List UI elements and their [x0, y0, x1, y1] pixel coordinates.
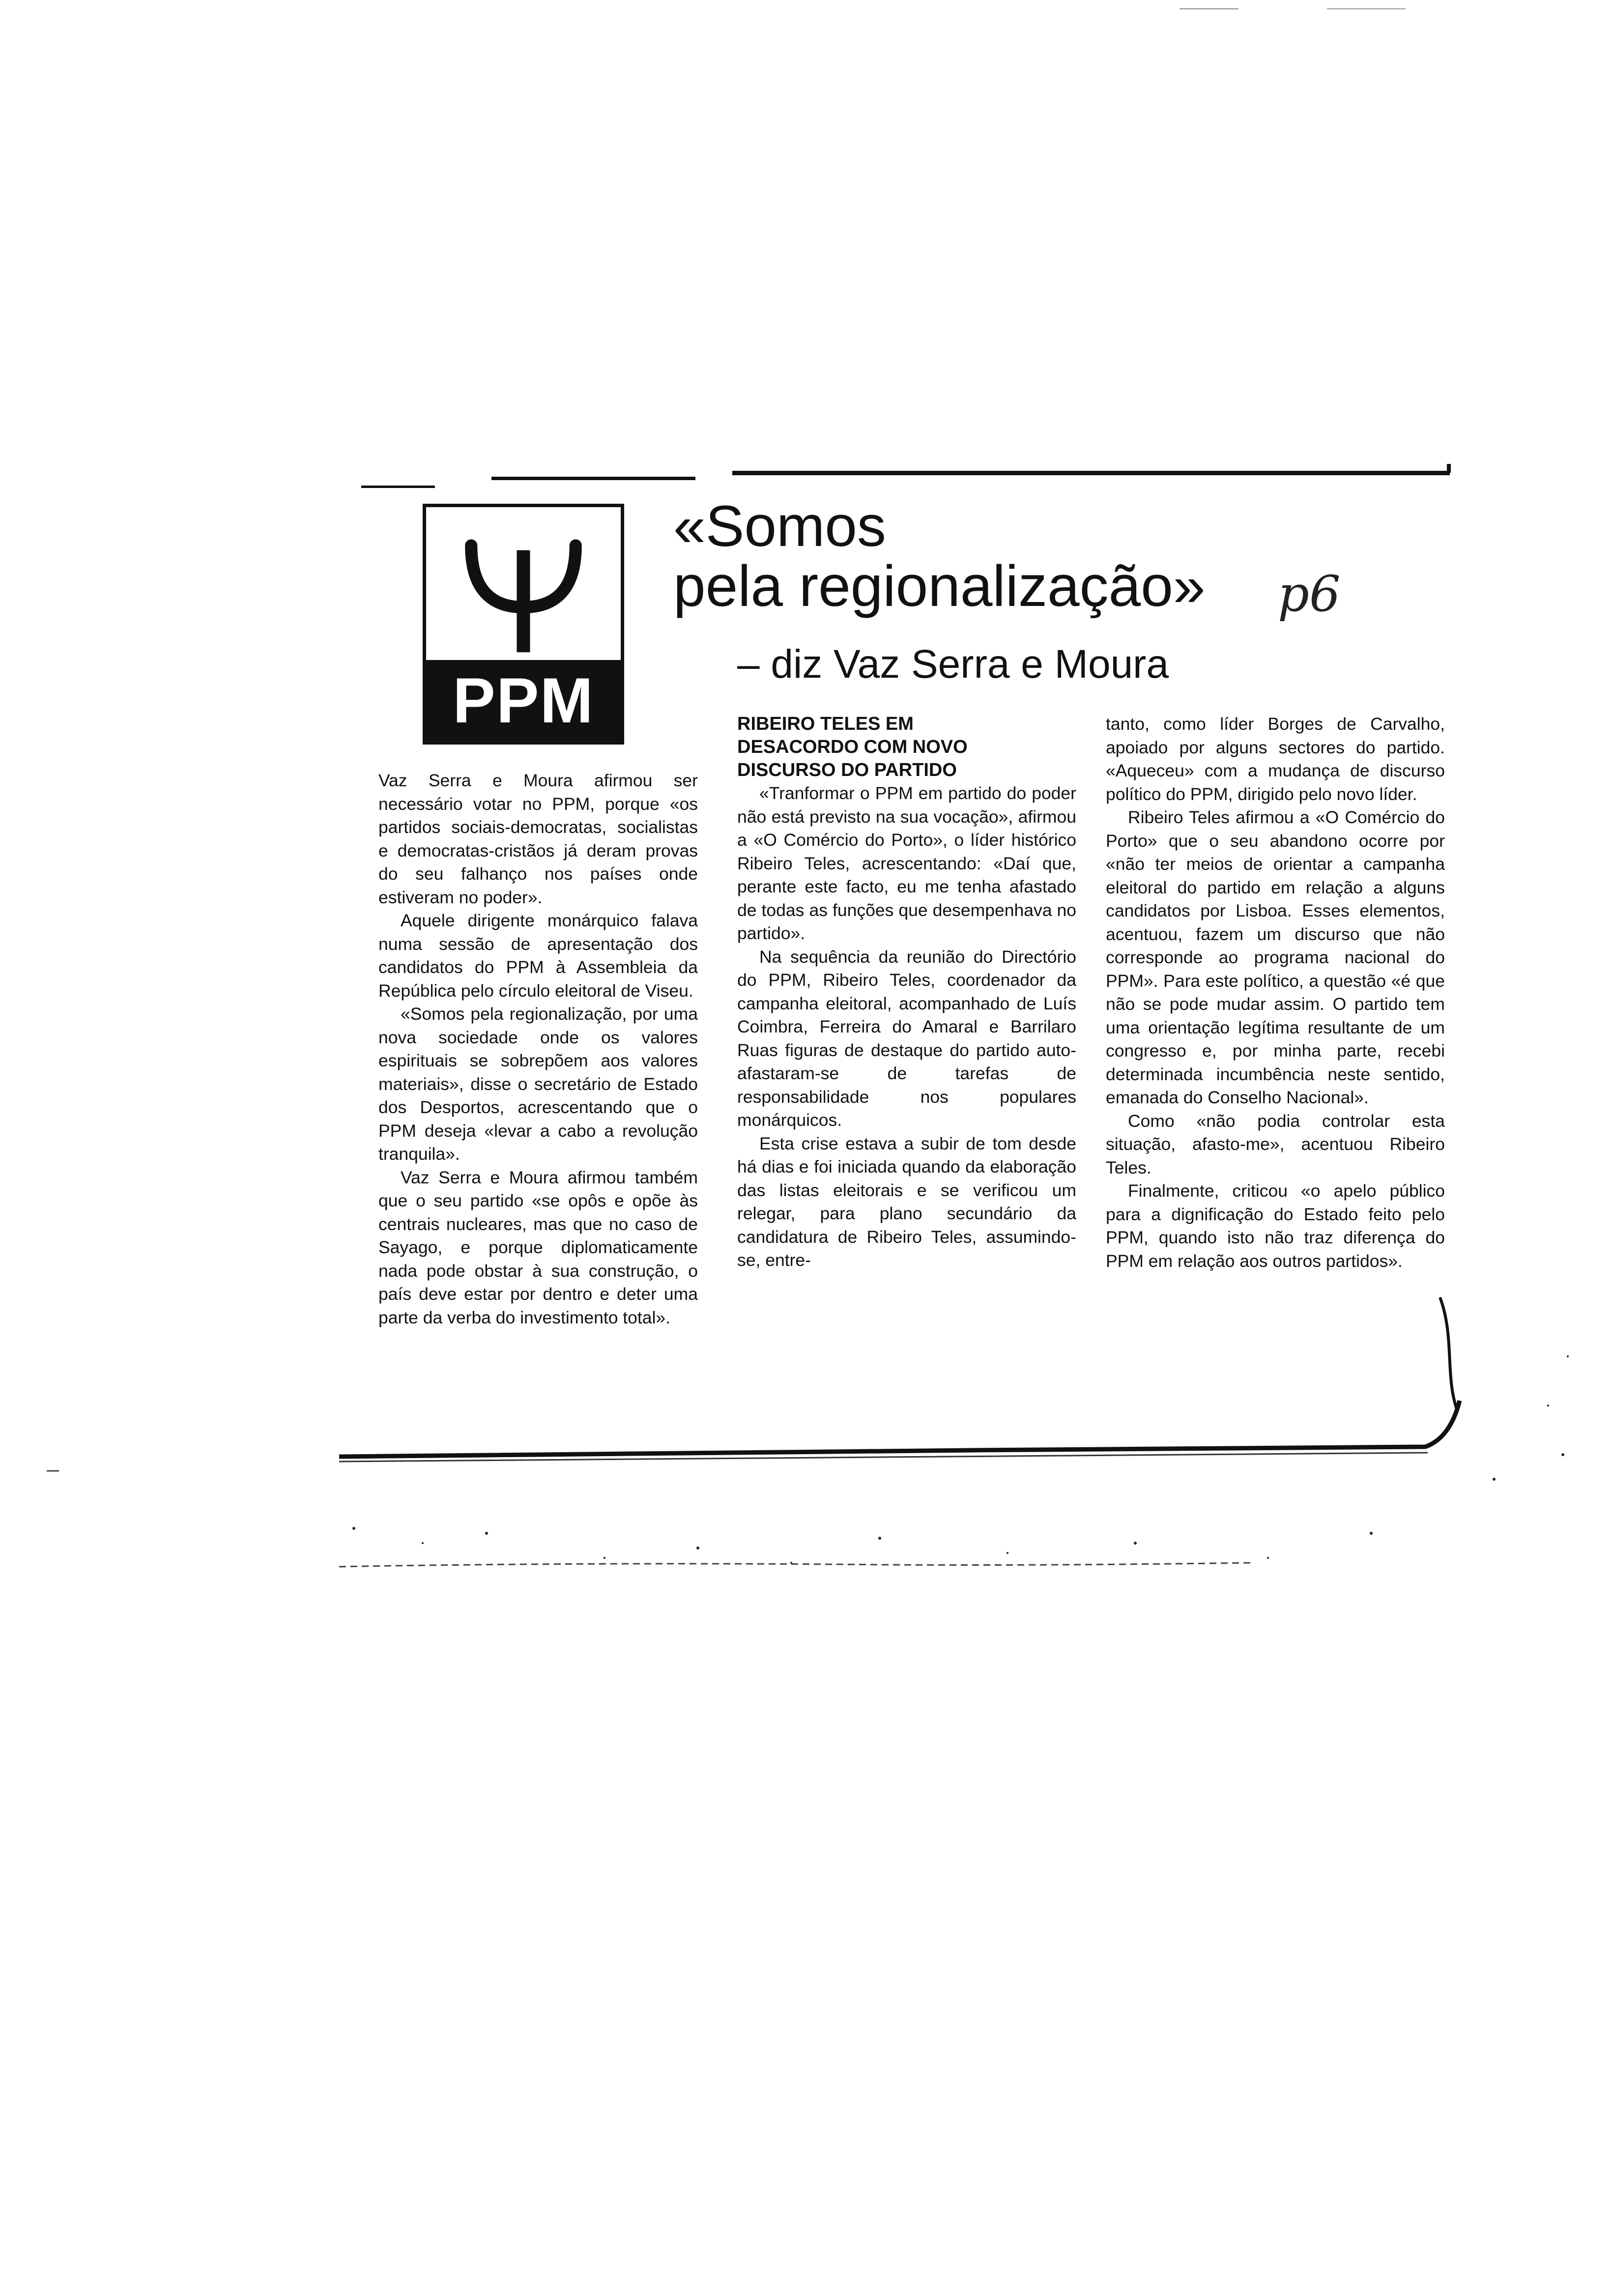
- paragraph: Finalmente, criticou «o apelo público para a dignificação do Estado feito pelo PPM, quando isto não traz diferença do PPM em relação aos outros partidos».: [1106, 1181, 1445, 1271]
- paragraph: Como «não podia controlar esta situação, afasto-me», acentuou Ribeiro Teles.: [1106, 1111, 1445, 1177]
- paragraph: Esta crise estava a subir de tom desde há dias e foi iniciada quando da elaboração das listas eleitorais e se verificou um relegar, para plano secundário da candidatura de Ribeiro Teles, assumindo-se, entre-: [737, 1133, 1076, 1270]
- top-rule-end-tick: [1447, 464, 1451, 473]
- logo-label: PPM: [426, 660, 621, 741]
- subheadline: – diz Vaz Serra e Moura: [737, 642, 1169, 687]
- paragraph: tanto, como líder Borges de Carvalho, apoiado por alguns sectores do partido. «Aqueceu» com a mudança de discurso político do PPM, dirigido pelo novo líder.: [1106, 714, 1445, 804]
- paragraph: Na sequência da reunião do Directório do PPM, Ribeiro Teles, coordenador da campanha eleitoral, acompanhado de Luís Coimbra, Ferreira do Amaral e Barrilaro Ruas figuras de destaque do partido auto-afastaram-se de tarefas de responsabilidade nos populares monárquicos.: [737, 947, 1076, 1130]
- ppm-logo: [423, 504, 624, 745]
- section-kicker: RIBEIRO TELES EM DESACORDO COM NOVO DISCURSO DO PARTIDO: [737, 714, 968, 780]
- paragraph: Vaz Serra e Moura afirmou ser necessário votar no PPM, porque «os partidos sociais-democratas, socialistas e democratas-cristãos já deram provas do seu falhanço nos países onde estiveram no poder».: [378, 771, 698, 907]
- paragraph: Vaz Serra e Moura afirmou também que o seu partido «se opôs e opõe às centrais nucleares, mas que no caso de Sayago, e porque diplomaticamente nada pode obstar à sua construção, o país deve estar por dentro e deter uma parte da verba do investimento total».: [378, 1167, 698, 1327]
- paragraph: «Tranformar o PPM em partido do poder não está previsto na sua vocação», afirmou a «O Comércio do Porto», o líder histórico Ribeiro Teles, acrescentando: «Daí que, perante este facto, eu me tenha afastado de todas as funções que desempenhava no partido».: [737, 783, 1076, 943]
- article-column-2: [737, 713, 1076, 1272]
- headline: [673, 494, 1206, 619]
- paragraph: «Somos pela regionalização, por uma nova sociedade onde os valores espirituais se sobrepõem aos valores materiais», disse o secretário de Estado dos Desportos, acrescentando que o PPM deseja «levar a cabo a revolução tranquila».: [378, 1004, 698, 1164]
- handwritten-note: p6: [1278, 565, 1341, 623]
- top-rule-left: [361, 486, 435, 488]
- top-rule-middle: [491, 477, 695, 480]
- top-rule-right: [732, 471, 1450, 475]
- paragraph: Aquele dirigente monárquico falava numa sessão de apresentação dos candidatos do PPM à Assembleia da República pelo círculo eleitoral de Viseu.: [378, 911, 698, 1001]
- paragraph: Ribeiro Teles afirmou a «O Comércio do Porto» que o seu abandono ocorre por «não ter meios de orientar a campanha eleitoral do partido em relação a alguns candidatos por Lisboa. Esses elementos, acentuou, fazem um discurso que não corresponde ao programa nacional do PPM». Para este político, a questão «é que não se pode mudar assim. O partido tem uma orientação legítima resultante de um congresso e, por minha parte, recebi determinada incumbência neste sentido, emanada do Conselho Nacional».: [1106, 807, 1445, 1107]
- article-column-3: [1106, 713, 1445, 1273]
- headline-line-1: «Somos: [673, 494, 886, 559]
- psi-icon: [426, 507, 621, 667]
- headline-line-2: pela regionalização»: [673, 554, 1206, 619]
- article-column-1: [378, 769, 698, 1329]
